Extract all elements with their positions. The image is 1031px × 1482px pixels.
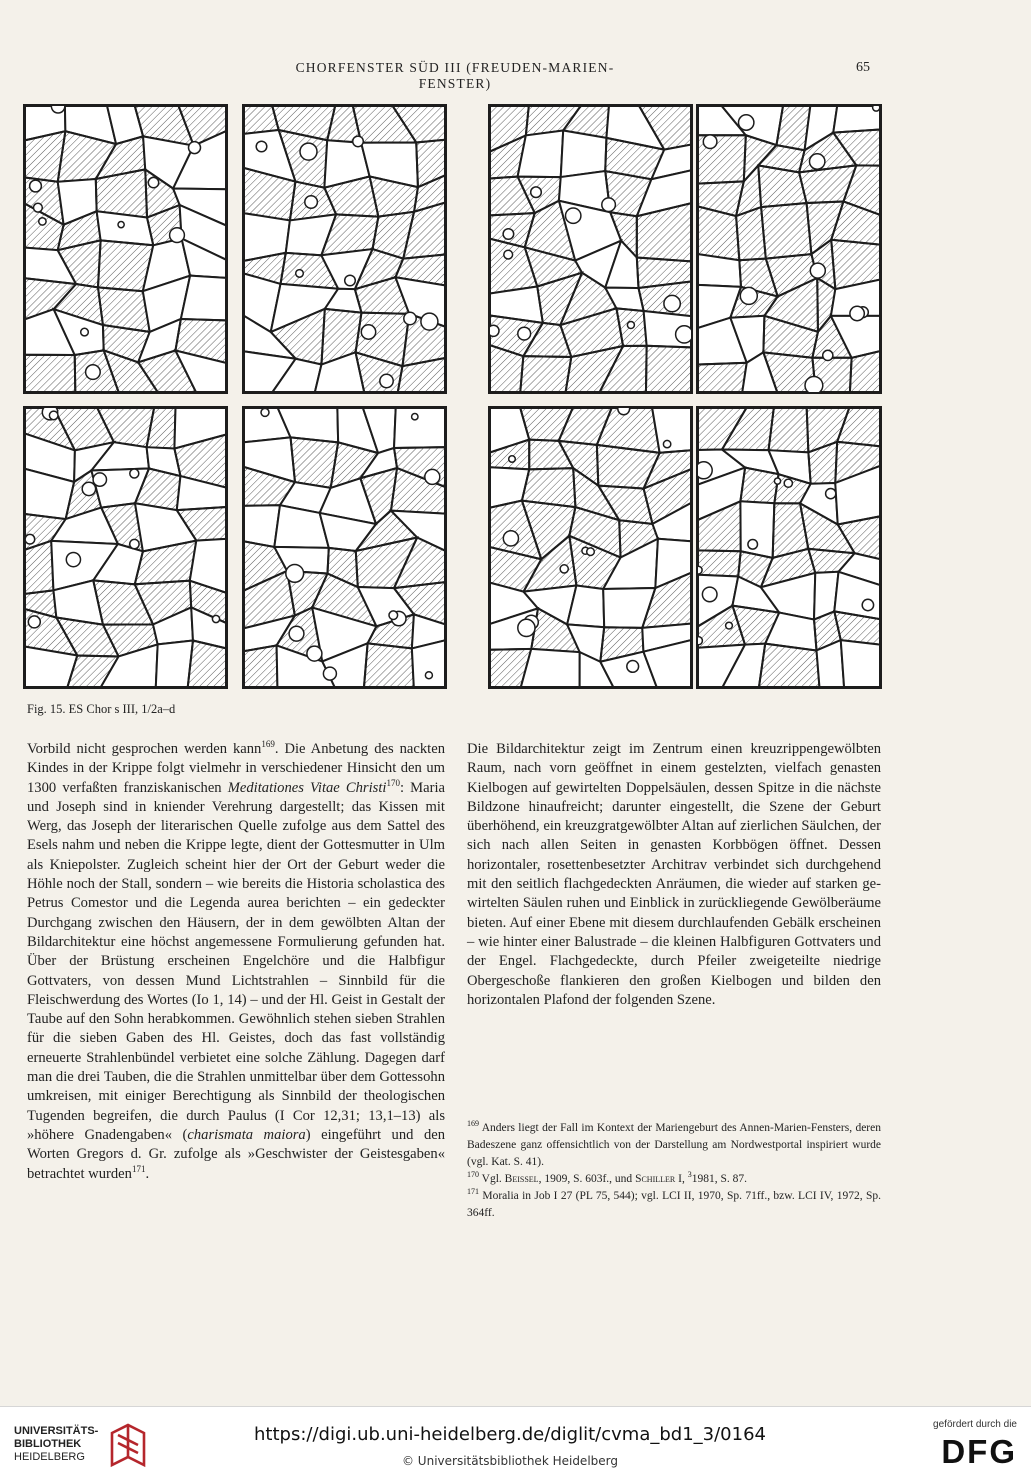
footnote-text: Moralia in Job I 27 (PL 75, 544); vgl. LCI II, 1970, Sp. 71ff., bzw. LCI IV, 1972, Sp. 364ff. [467, 1190, 882, 1219]
text-run: Vorbild nicht gesprochen werden kann [27, 741, 262, 757]
footnote-text: , 1909, S. 603f., und [538, 1173, 636, 1185]
glass-pane [520, 356, 571, 392]
glass-pane [518, 131, 564, 178]
rosette [810, 263, 825, 278]
rosette [627, 661, 639, 673]
glass-pane [364, 643, 414, 687]
rosette [286, 565, 304, 583]
rosette [698, 566, 702, 574]
rosette [39, 218, 46, 225]
panel-2a-bottom [23, 406, 228, 689]
rosette [503, 531, 518, 546]
rosette [130, 539, 139, 548]
glass-pane [761, 203, 811, 259]
rosette [49, 411, 58, 420]
library-name-line: UNIVERSITÄTS- [14, 1425, 99, 1437]
panel-2d-bottom [696, 406, 882, 689]
rosette [261, 408, 269, 416]
glass-pane [156, 641, 193, 687]
rosette [212, 615, 219, 622]
glass-pane [698, 550, 741, 576]
rosette [170, 228, 185, 243]
rosette [740, 287, 757, 304]
italic-term: charismata maiora [187, 1126, 306, 1143]
rosette [490, 325, 499, 336]
rosette [82, 482, 95, 495]
footnote-number: 171 [467, 1187, 479, 1197]
rosette [698, 462, 712, 479]
running-title: CHORFENSTER SÜD III (FREUDEN-MARIEN-FENSTER) [295, 60, 615, 91]
leadwork-drawing [244, 106, 445, 392]
right-paragraph: Die Bildarchitektur zeigt im Zentrum einen kreuzrippengewölbten Raum, nach vorn geöffnet in einem gestelzten, vielfach genasten Kielbogen auf gewirtelten Doppelsäulen, dessen Spitze in die nächste Bildzone hinaufreicht; darunter eingestellt, die Szene der Geburt überhöhend, ein kreuzgratgewölbter Altan auf zierlichen Säulchen, der sich nach allen Seiten in genasten Korbbögen öffnet. Dessen horizontaler, rosettenbesetzter Architrav verbindet sich durchgehend mit den seitlich flachgedeckten Anräumen, die wieder auf starken gewirtelten Säulen ruhen und Einblick in zurückliegende Gewölberäume bieten. Auf einer Ebene mit diesem durchlaufenden Gebälk erscheinen – wie hinter einer Balustrade – die kleinen Halbfiguren Gottvaters und der Engel. Flachgedeckte, durch Pfeiler zweigeteilte niedrige Obergeschoße flankieren den großen Kielbogen und bilden den horizontalen Plafond der folgenden Szene. [467, 741, 881, 1008]
rosette [66, 553, 80, 567]
rosette [862, 599, 873, 610]
rosette [703, 135, 717, 149]
rosette [34, 203, 43, 212]
rosette [810, 154, 825, 169]
glass-pane [394, 408, 445, 448]
text-run: ) eingeführt und den Worten Gregors d. Gr. zufolge als »Geschwister der Geistesgaben« betrachtet wurden [27, 1126, 446, 1182]
rosette [587, 548, 595, 556]
footnote-171 [467, 1188, 881, 1222]
stained-glass-figure [23, 104, 883, 689]
viewer-footer [0, 1406, 1031, 1482]
panel-2c-bottom [488, 406, 693, 689]
rosette [86, 365, 101, 380]
rosette [823, 350, 833, 360]
footnote-text: 1981, S. 87. [691, 1173, 747, 1185]
glass-pane [25, 541, 53, 594]
glass-pane [759, 644, 819, 687]
copyright-notice: © Universitätsbibliothek Heidelberg [401, 1454, 618, 1468]
rosette [698, 637, 702, 645]
rosette [289, 626, 304, 641]
rosette [503, 229, 514, 240]
footnote-ref-170: 170 [386, 777, 400, 788]
rosette [504, 250, 513, 259]
footnote-text: I, [675, 1173, 688, 1185]
italic-title: Meditationes Vitae Christi [227, 779, 387, 796]
figure-caption: Fig. 15. ES Chor s III, 1/2a–d [27, 702, 176, 716]
rosette [256, 141, 267, 152]
rosette [345, 275, 356, 286]
leadwork-drawing [490, 408, 691, 687]
leadwork-drawing [490, 106, 691, 392]
author-name: Schiller [635, 1173, 676, 1185]
author-name: Beissel [504, 1173, 539, 1185]
footnote-ref-171: 171 [131, 1163, 146, 1174]
rosette [421, 313, 438, 330]
rosette [81, 328, 89, 336]
footnote-169 [467, 1120, 881, 1171]
rosette [805, 377, 823, 393]
text-run: . [145, 1165, 150, 1182]
rosette [425, 469, 440, 484]
panel-2b-bottom [242, 406, 447, 689]
rosette [664, 295, 680, 311]
glass-pane [698, 363, 747, 392]
rosette [509, 456, 516, 463]
rosette [602, 198, 616, 212]
rosette [148, 177, 158, 187]
rosette [296, 270, 304, 278]
rosette [627, 322, 634, 329]
glass-pane [521, 649, 580, 687]
glass-pane [740, 468, 778, 504]
rosette [130, 469, 139, 478]
footnote-number: 170 [467, 1170, 479, 1180]
leadwork-drawing [698, 106, 880, 392]
rosette [726, 622, 733, 629]
footnote-170 [467, 1171, 881, 1188]
rosette [353, 136, 364, 147]
glass-pane [646, 346, 691, 392]
page-number: 65 [856, 60, 870, 75]
rosette [618, 408, 630, 415]
rosette [784, 479, 792, 487]
glass-pane [698, 254, 741, 287]
rosette [93, 473, 106, 486]
rosette [560, 565, 568, 573]
rosette [518, 327, 531, 340]
rosette [702, 587, 717, 602]
glass-pane [652, 408, 691, 453]
footnote-text: Anders liegt der Fall im Kontext der Mariengeburt des Annen-Marien-Fensters, deren Badeszene ganz offensichtlich von der Darstellung am Nordwestportal inspiriert wurde (vgl. Kat. S. 41). [467, 1122, 881, 1168]
footnotes [467, 1120, 881, 1222]
rosette [30, 180, 42, 192]
glass-pane [561, 131, 607, 178]
left-text-column [27, 740, 445, 1184]
rosette [25, 534, 35, 544]
panel-1a-top [23, 104, 228, 394]
rosette [323, 667, 336, 680]
library-mark-icon [108, 1421, 148, 1469]
rosette [404, 312, 416, 324]
rosette [873, 106, 880, 111]
glass-pane [96, 169, 147, 217]
rosette [531, 187, 542, 198]
rosette [28, 616, 40, 628]
leadwork-drawing [25, 106, 226, 392]
rosette [566, 208, 581, 223]
rosette [826, 489, 836, 499]
rosette [739, 115, 754, 130]
library-name-line: BIBLIOTHEK [14, 1438, 82, 1450]
rosette [389, 611, 398, 620]
rosette [518, 619, 535, 636]
rosette [748, 540, 758, 550]
text-run: : Maria und Joseph sind in kniender Verehrung dargestellt; das Kissen mit Werg, das Joseph der literarischen Quelle zufolge aus dem Sattel des Esels nahm und neben die Krippe legte, dient der Gottesmutter in Ulm als Kniepolster. Zugleich scheint hier der Ort der Geburt weder die Höhle noch der Stall, sondern – wie bereits die Historia scholastica des Petrus Comestor und die Legenda aurea berichten – ein gedeckter Durchgang zwischen den Häusern, der in dem gewölbten Altan der Bildarchitektur eine höchst angemessene Formulierung gefunden hat. Über der Brüstung erscheinen Engelchöre und die Halbfigur Gottvaters, von dessen Mund Lichtstrahlen – Sinnbild für die Fleischwerdung des Wortes (Io 1, 14) – und der Hl. Geist in Gestalt der Taube auf den Sohn herabkommen. Gewöhnlich stehen sieben Strahlen für die sieben Gaben des Hl. Geistes, doch das fast vollständig erneuerte Strahlenbündel verbietet eine solche Zählung. Dagegen darf man die drei Tauben, die die Strahlen unmittelbar über dem Gottessohn umkreisen, mit einiger Berechtigung als Sinnbild der theologischen Tugenden begreifen, die durch Paulus (I Cor 12,31; 13,1–13) als »höhere Gnadengaben« ( [27, 779, 445, 1143]
document-url-link[interactable]: https://digi.ub.uni-heidelberg.de/diglit/cvma_bd1_3/0164 [254, 1424, 766, 1445]
panel-1c-top [488, 104, 693, 394]
glass-pane [188, 641, 226, 687]
footnote-number: 169 [467, 1119, 479, 1129]
rosette [774, 478, 780, 484]
rosette [51, 106, 64, 113]
rosette [412, 414, 418, 420]
glass-pane [740, 501, 774, 558]
leadwork-drawing [25, 408, 226, 687]
footnote-ref-169: 169 [261, 739, 275, 750]
glass-pane [244, 645, 277, 687]
leadwork-drawing [698, 408, 880, 687]
dfg-logo[interactable]: DFG [941, 1433, 1017, 1470]
panel-1b-top [242, 104, 447, 394]
text-run: . Die Anbetung des nackten Kindes in der Krippe folgt vielmehr in verschiedener Hinsicht den um 1300 verfaßten franziskanischen [27, 741, 445, 796]
rosette [380, 374, 393, 387]
glass-pane [412, 640, 445, 687]
glass-pane [25, 355, 75, 392]
rosette [307, 646, 322, 661]
rosette [425, 672, 432, 679]
leadwork-drawing [244, 408, 445, 687]
rosette [118, 222, 124, 228]
funder-label: gefördert durch die [933, 1419, 1017, 1430]
footnote-text: Vgl. [481, 1173, 505, 1185]
edition-superscript: 3 [687, 1170, 692, 1180]
panel-1d-top [696, 104, 882, 394]
library-name-line: HEIDELBERG [14, 1451, 85, 1463]
glass-pane [769, 408, 809, 452]
rosette [300, 143, 317, 160]
left-paragraph [27, 740, 445, 1184]
rosette [850, 306, 864, 320]
rosette [305, 196, 318, 209]
glass-pane [850, 351, 880, 392]
rosette [663, 440, 670, 447]
rosette [189, 142, 201, 154]
glass-pane [841, 640, 880, 687]
rosette [361, 325, 375, 339]
library-name [14, 1425, 98, 1464]
glass-pane [698, 206, 739, 260]
rosette [676, 326, 691, 343]
right-text-column [467, 740, 881, 1010]
library-logo[interactable] [14, 1425, 152, 1469]
